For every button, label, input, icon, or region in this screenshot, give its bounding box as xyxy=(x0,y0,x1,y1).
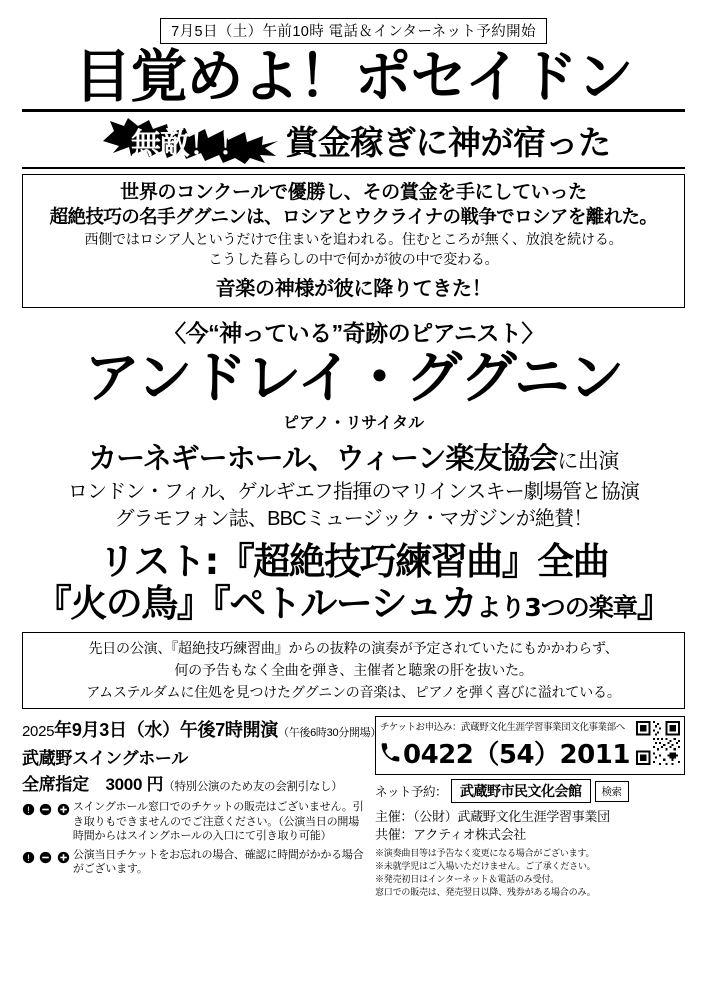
fine-print-4: 窓口での販売は、発売翌日以降、残券がある場合のみ。 xyxy=(375,887,596,898)
venue-credit-1: ロンドン・フィル、ゲルギエフ指揮のマリインスキー劇場管と協演 xyxy=(67,481,640,504)
page-title: 目覚めよ！ポセイドン xyxy=(74,44,633,110)
ticket-price-main: 全席指定 3000 円 xyxy=(22,775,164,795)
program-line-2-main: 『火の鳥』『ペトルーシュカ xyxy=(34,581,477,625)
tagline-text: 賞金稼ぎに神が宿った xyxy=(285,123,611,163)
venue-headline-tail: に出演 xyxy=(557,450,619,474)
phone-icon xyxy=(380,743,400,763)
fine-print-2: ※未就学児はご入場いただけません。ご了承ください。 xyxy=(375,861,596,872)
performance-open-time: （午後6時30分開場） xyxy=(278,727,382,740)
svg-text:!: ! xyxy=(26,806,31,816)
review-line-3: アムステルダムに住処を見つけたググニンの音楽は、ピアノを弾く喜びに溢れている。 xyxy=(86,683,621,700)
footer-right-column xyxy=(375,716,685,899)
warning-icon-secondary xyxy=(22,848,70,867)
footer-left-column xyxy=(22,716,382,876)
ticket-price xyxy=(22,770,367,795)
performance-year: 2025 xyxy=(22,723,55,741)
ticket-price-note: （特別公演のため友の会割引なし） xyxy=(163,781,343,794)
review-line-1: 先日の公演、『超絶技巧練習曲』からの抜粋の演奏が予定されていたにもかかわらず、 xyxy=(88,640,619,657)
announcement-bar xyxy=(22,18,685,44)
ticket-contact-box xyxy=(375,716,685,775)
footer-note-1-text: スイングホール窓口でのチケットの販売はございません。引き取りもできませんのでご注意ください。（公演当日の開場時間からはスイングホールの入口にて引き取り可能） xyxy=(72,801,364,842)
search-input[interactable]: 武蔵野市民文化会館 xyxy=(451,779,591,803)
ticket-contact-label: チケットお申込み：武蔵野文化生涯学習事業団文化事業部へ xyxy=(380,722,625,734)
story-line-1: 世界のコンクールで優勝し、その賞金を手にしていった xyxy=(120,182,587,204)
recital-label: ピアノ・リサイタル xyxy=(282,415,425,433)
fine-print-block xyxy=(375,847,685,899)
artist-kicker: 〈今“神っている”奇跡のピアニスト〉 xyxy=(163,319,544,346)
review-box xyxy=(22,632,685,709)
net-reservation-row xyxy=(375,779,685,803)
burst-badge-label: 無敵！！ xyxy=(131,126,247,162)
telephone-number: 0422（54）2011 xyxy=(403,740,630,771)
fine-print-1: ※演奏曲目等は予告なく変更になる場合がございます。 xyxy=(375,848,595,859)
story-line-2: 超絶技巧の名手ググニンは、ロシアとウクライナの戦争でロシアを離れた。 xyxy=(49,205,658,227)
warning-icon xyxy=(22,800,70,819)
story-highlight: 音楽の神様が彼に降りてきた！ xyxy=(215,277,492,300)
story-box xyxy=(22,174,685,307)
performance-date xyxy=(22,716,382,742)
net-reservation-label: ネット予約： xyxy=(375,785,448,800)
fine-print-3: ※発売初日はインターネット＆電話のみ受付。 xyxy=(375,874,559,885)
telephone-row[interactable] xyxy=(380,734,680,771)
story-line-3: 西側ではロシア人というだけで住まいを追われる。住むところが無く、放浪を続ける。 xyxy=(84,230,623,247)
burst-badge xyxy=(97,118,282,164)
program-line-2-detail: より3つの楽章 xyxy=(476,592,637,622)
performance-date-main: 年9月3日（水）午後7時開演 xyxy=(54,720,279,741)
footer-note-2 xyxy=(22,848,367,877)
program-line-2 xyxy=(22,583,685,624)
program-line-2-close: 』 xyxy=(636,581,673,625)
artist-name: アンドレイ・ググニン xyxy=(84,345,623,411)
venue-headline-main: カーネギーホール、ウィーン楽友協会 xyxy=(88,441,558,476)
footer xyxy=(22,716,685,899)
divider-tagline xyxy=(22,167,685,169)
footer-note-1 xyxy=(22,800,367,843)
program-line-1: リスト:『超絶技巧練習曲』全曲 xyxy=(98,540,609,584)
organizer-co: 共催：アクティオ株式会社 xyxy=(375,826,526,842)
organizer-block xyxy=(375,808,685,843)
organizer-main: 主催：（公財）武蔵野文化生涯学習事業団 xyxy=(375,809,610,825)
qr-code-icon[interactable] xyxy=(636,721,680,765)
svg-text:!: ! xyxy=(26,853,31,864)
announcement-text: 7月5日（土）午前10時 電話＆インターネット予約開始 xyxy=(160,18,547,44)
story-line-4: こうした暮らしの中で何かが彼の中で変わる。 xyxy=(208,251,499,268)
venue-credit-2: グラモフォン誌、BBCミュージック・マガジンが絶賛！ xyxy=(114,508,593,531)
tagline-row xyxy=(22,117,685,164)
venue-headline xyxy=(22,436,685,477)
review-line-2: 何の予告もなく全曲を弾き、主催者と聴衆の肝を抜いた。 xyxy=(174,661,533,678)
performance-hall: 武蔵野スイングホール xyxy=(22,749,188,769)
footer-note-2-text: 公演当日チケットをお忘れの場合、確認に時間がかかる場合がございます。 xyxy=(72,849,364,876)
search-button[interactable]: 検索 xyxy=(595,781,629,802)
